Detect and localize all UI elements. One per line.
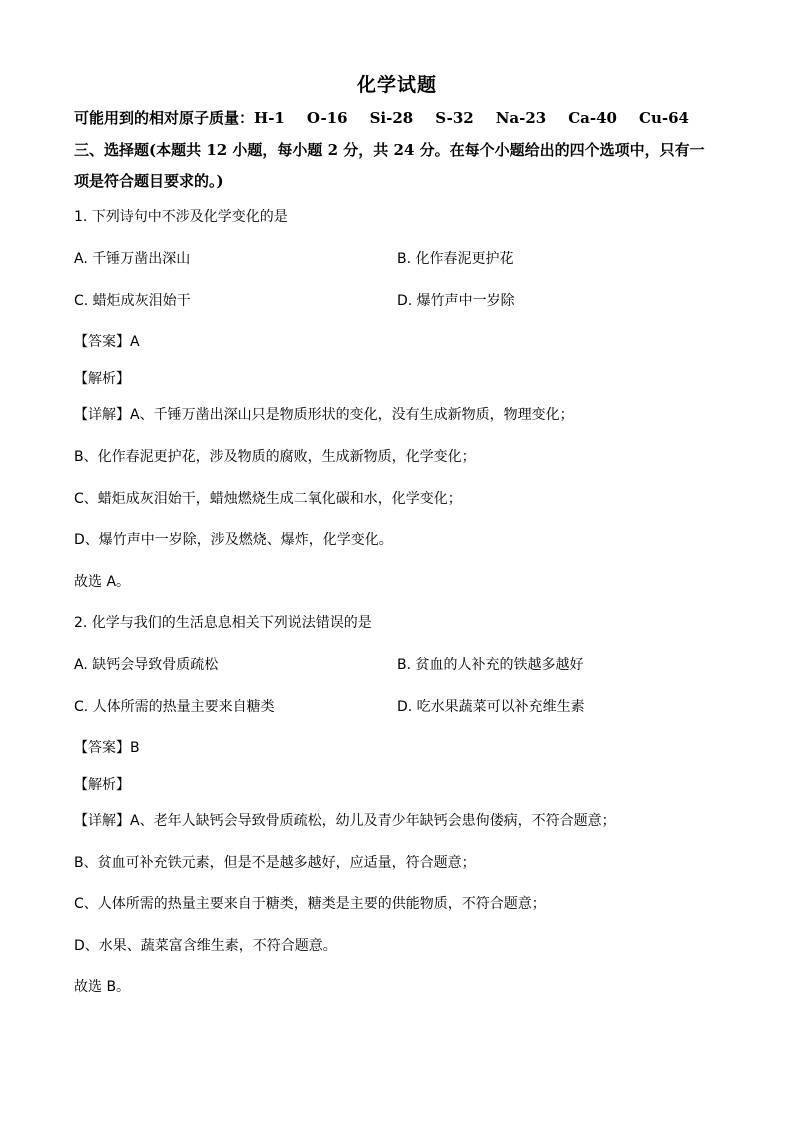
question-1-stem: 1. 下列诗句中不涉及化学变化的是 [74, 209, 288, 225]
atomic-mass-item: O-16 [306, 109, 348, 127]
atomic-mass-line [74, 109, 711, 127]
question-2-detail: C、人体所需的热量主要来自于糖类，糖类是主要的供能物质，不符合题意； [74, 896, 546, 912]
question-2-option-b: B. 贫血的人补充的铁越多越好 [397, 657, 584, 673]
question-2-answer: 【答案】B [74, 740, 140, 756]
section-heading-line-2: 项是符合题目要求的。) [74, 172, 224, 190]
question-2-option-a: A. 缺钙会导致骨质疏松 [74, 657, 219, 673]
atomic-mass-item: Cu-64 [639, 109, 689, 127]
page-title: 化学试题 [356, 74, 437, 96]
question-1-answer: 【答案】A [74, 334, 140, 350]
question-2-detail: 【详解】A、老年人缺钙会导致骨质疏松，幼儿及青少年缺钙会患佝偻病，不符合题意； [74, 813, 616, 829]
question-2-stem: 2. 化学与我们的生活息息相关下列说法错误的是 [74, 615, 372, 631]
question-1-option-c: C. 蜡炬成灰泪始干 [74, 293, 191, 309]
question-2-detail: B、贫血可补充铁元素，但是不是越多越好，应适量，符合题意； [74, 855, 476, 871]
atomic-mass-item: Ca-40 [568, 109, 617, 127]
question-1-detail: C、蜡炬成灰泪始干，蜡烛燃烧生成二氧化碳和水，化学变化； [74, 491, 462, 507]
question-1-option-b: B. 化作春泥更护花 [397, 251, 514, 267]
question-1-detail: B、化作春泥更护花，涉及物质的腐败，生成新物质，化学变化； [74, 449, 476, 465]
atomic-mass-item: Na-23 [495, 109, 547, 127]
question-2-detail: D、水果、蔬菜富含维生素，不符合题意。 [74, 938, 337, 954]
atomic-mass-item: Si-28 [369, 109, 414, 127]
question-1-detail: 【详解】A、千锤万凿出深山只是物质形状的变化，没有生成新物质，物理变化； [74, 407, 574, 423]
question-1-conclusion: 故选 A。 [74, 574, 131, 590]
question-2-option-d: D. 吃水果蔬菜可以补充维生素 [397, 699, 585, 715]
question-2-option-c: C. 人体所需的热量主要来自糖类 [74, 699, 275, 715]
atomic-mass-item: S-32 [435, 109, 474, 127]
question-1-analysis-label: 【解析】 [74, 371, 130, 387]
question-1-option-d: D. 爆竹声中一岁除 [397, 293, 515, 309]
question-1-option-a: A. 千锤万凿出深山 [74, 251, 191, 267]
atomic-mass-item: H-1 [254, 109, 285, 127]
section-heading-line-1: 三、选择题(本题共 12 小题，每小题 2 分，共 24 分。在每个小题给出的四个选项中，只有一 [74, 141, 705, 159]
question-2-conclusion: 故选 B。 [74, 979, 131, 995]
question-1-detail: D、爆竹声中一岁除，涉及燃烧、爆炸，化学变化。 [74, 532, 393, 548]
atomic-mass-label: 可能用到的相对原子质量： [74, 109, 255, 127]
question-2-analysis-label: 【解析】 [74, 777, 130, 793]
